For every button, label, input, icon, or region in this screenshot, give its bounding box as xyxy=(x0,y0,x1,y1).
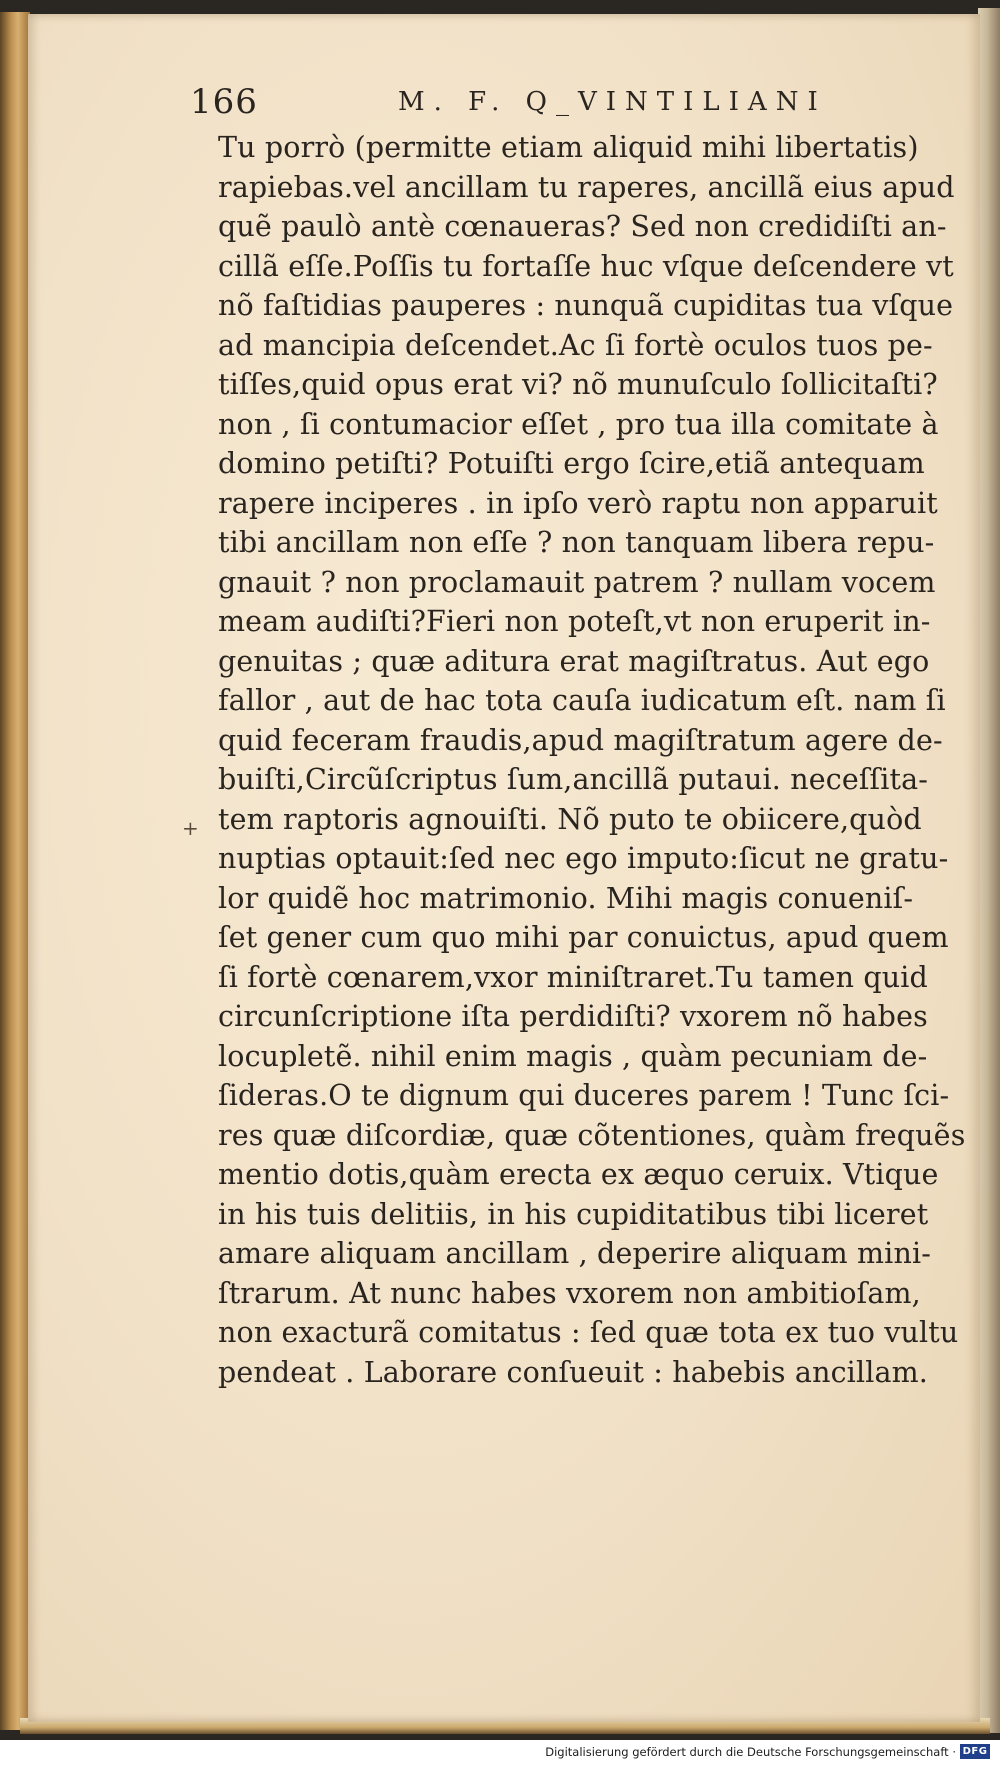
text-line: amare aliquam ancillam , deperire aliquam mini- xyxy=(218,1237,931,1270)
text-line: ſideras.O te dignum qui duceres parem ! Tunc ſci- xyxy=(218,1079,950,1112)
text-line: non , ſi contumacior eſſet , pro tua illa comitate à xyxy=(218,407,939,441)
footer-credit: Digitalisierung gefördert durch die Deutsche Forschungsgemeinschaft · xyxy=(545,1745,956,1759)
dfg-logo: DFG xyxy=(960,1744,990,1759)
text-line: tem raptoris agnouiſti. Nõ puto te obiicere,quòd xyxy=(218,802,922,836)
text-line: tiſſes,quid opus erat vi? nõ munuſculo ſollicitaſti? xyxy=(218,368,938,401)
text-line: ſi fortè cœnarem,vxor miniſtraret.Tu tamen quid xyxy=(218,960,928,994)
text-line: circunſcriptione iſta perdidiſti? vxorem nõ habes xyxy=(218,1000,928,1033)
text-line: ſet gener cum quo mihi par conuictus, apud quem xyxy=(218,921,949,954)
text-line: nuptias optauit:ſed nec ego imputo:ſicut ne gratu- xyxy=(218,842,949,875)
text-line: res quæ diſcordiæ, quæ cõtentiones, quàm frequẽs xyxy=(218,1118,966,1152)
text-line: mentio dotis,quàm erecta ex æquo ceruix. Vtique xyxy=(218,1158,939,1191)
text-line: lor quidẽ hoc matrimonio. Mihi magis conueniſ- xyxy=(218,881,914,915)
text-line: locupletẽ. nihil enim magis , quàm pecuniam de- xyxy=(218,1039,928,1073)
text-line: gnauit ? non proclamauit patrem ? nullam vocem xyxy=(218,565,936,599)
page-number: 166 xyxy=(190,82,258,122)
text-line: nõ faſtidias pauperes : nunquã cupiditas tua vſque xyxy=(218,289,954,322)
text-line: non exacturã comitatus : ſed quæ tota ex tuo vultu xyxy=(218,1316,959,1349)
text-line: tibi ancillam non eſſe ? non tanquam libera repu- xyxy=(218,526,935,559)
book-edge-left xyxy=(0,12,30,1730)
margin-mark: + xyxy=(182,816,199,840)
text-line: ad mancipia deſcendet.Ac ſi fortè oculos tuos pe- xyxy=(218,328,933,362)
text-line: meam audiſti?Fieri non poteſt,vt non eruperit in- xyxy=(218,605,931,638)
text-line: rapere inciperes . in ipſo verò raptu non apparuit xyxy=(218,486,938,520)
text-line: ſtrarum. At nunc habes vxorem non ambitioſam, xyxy=(218,1276,921,1310)
text-line: quẽ paulò antè cœnaueras? Sed non credidiſti an- xyxy=(218,210,947,243)
text-line: genuitas ; quæ aditura erat magiſtratus. Aut ego xyxy=(218,644,930,678)
footer-bar xyxy=(0,1740,1000,1765)
running-head xyxy=(190,80,827,124)
text-block xyxy=(218,128,966,1392)
text-line: pendeat . Laborare conſueuit : habebis ancillam. xyxy=(218,1355,929,1389)
text-line: domino petiſti? Potuiſti ergo ſcire,etiã antequam xyxy=(218,447,925,480)
text-line: in his tuis delitiis, in his cupiditatibus tibi liceret xyxy=(218,1197,929,1231)
text-line: cillã eſſe.Poſſis tu fortaſſe huc vſque deſcendere vt xyxy=(218,249,954,283)
text-line: Tu porrò (permitte etiam aliquid mihi libertatis) xyxy=(218,131,919,164)
text-line: fallor , aut de hac tota cauſa iudicatum eſt. nam ſi xyxy=(218,684,946,717)
text-line: rapiebas.vel ancillam tu raperes, ancillã eius apud xyxy=(218,170,955,204)
running-title: M. F. Q_VINTILIANI xyxy=(398,87,827,117)
text-line: buiſti,Circũſcriptus ſum,ancillã putaui. neceſſita- xyxy=(218,763,929,796)
text-line: quid feceram fraudis,apud magiſtratum agere de- xyxy=(218,723,943,757)
book-edge-right xyxy=(978,8,1000,1733)
